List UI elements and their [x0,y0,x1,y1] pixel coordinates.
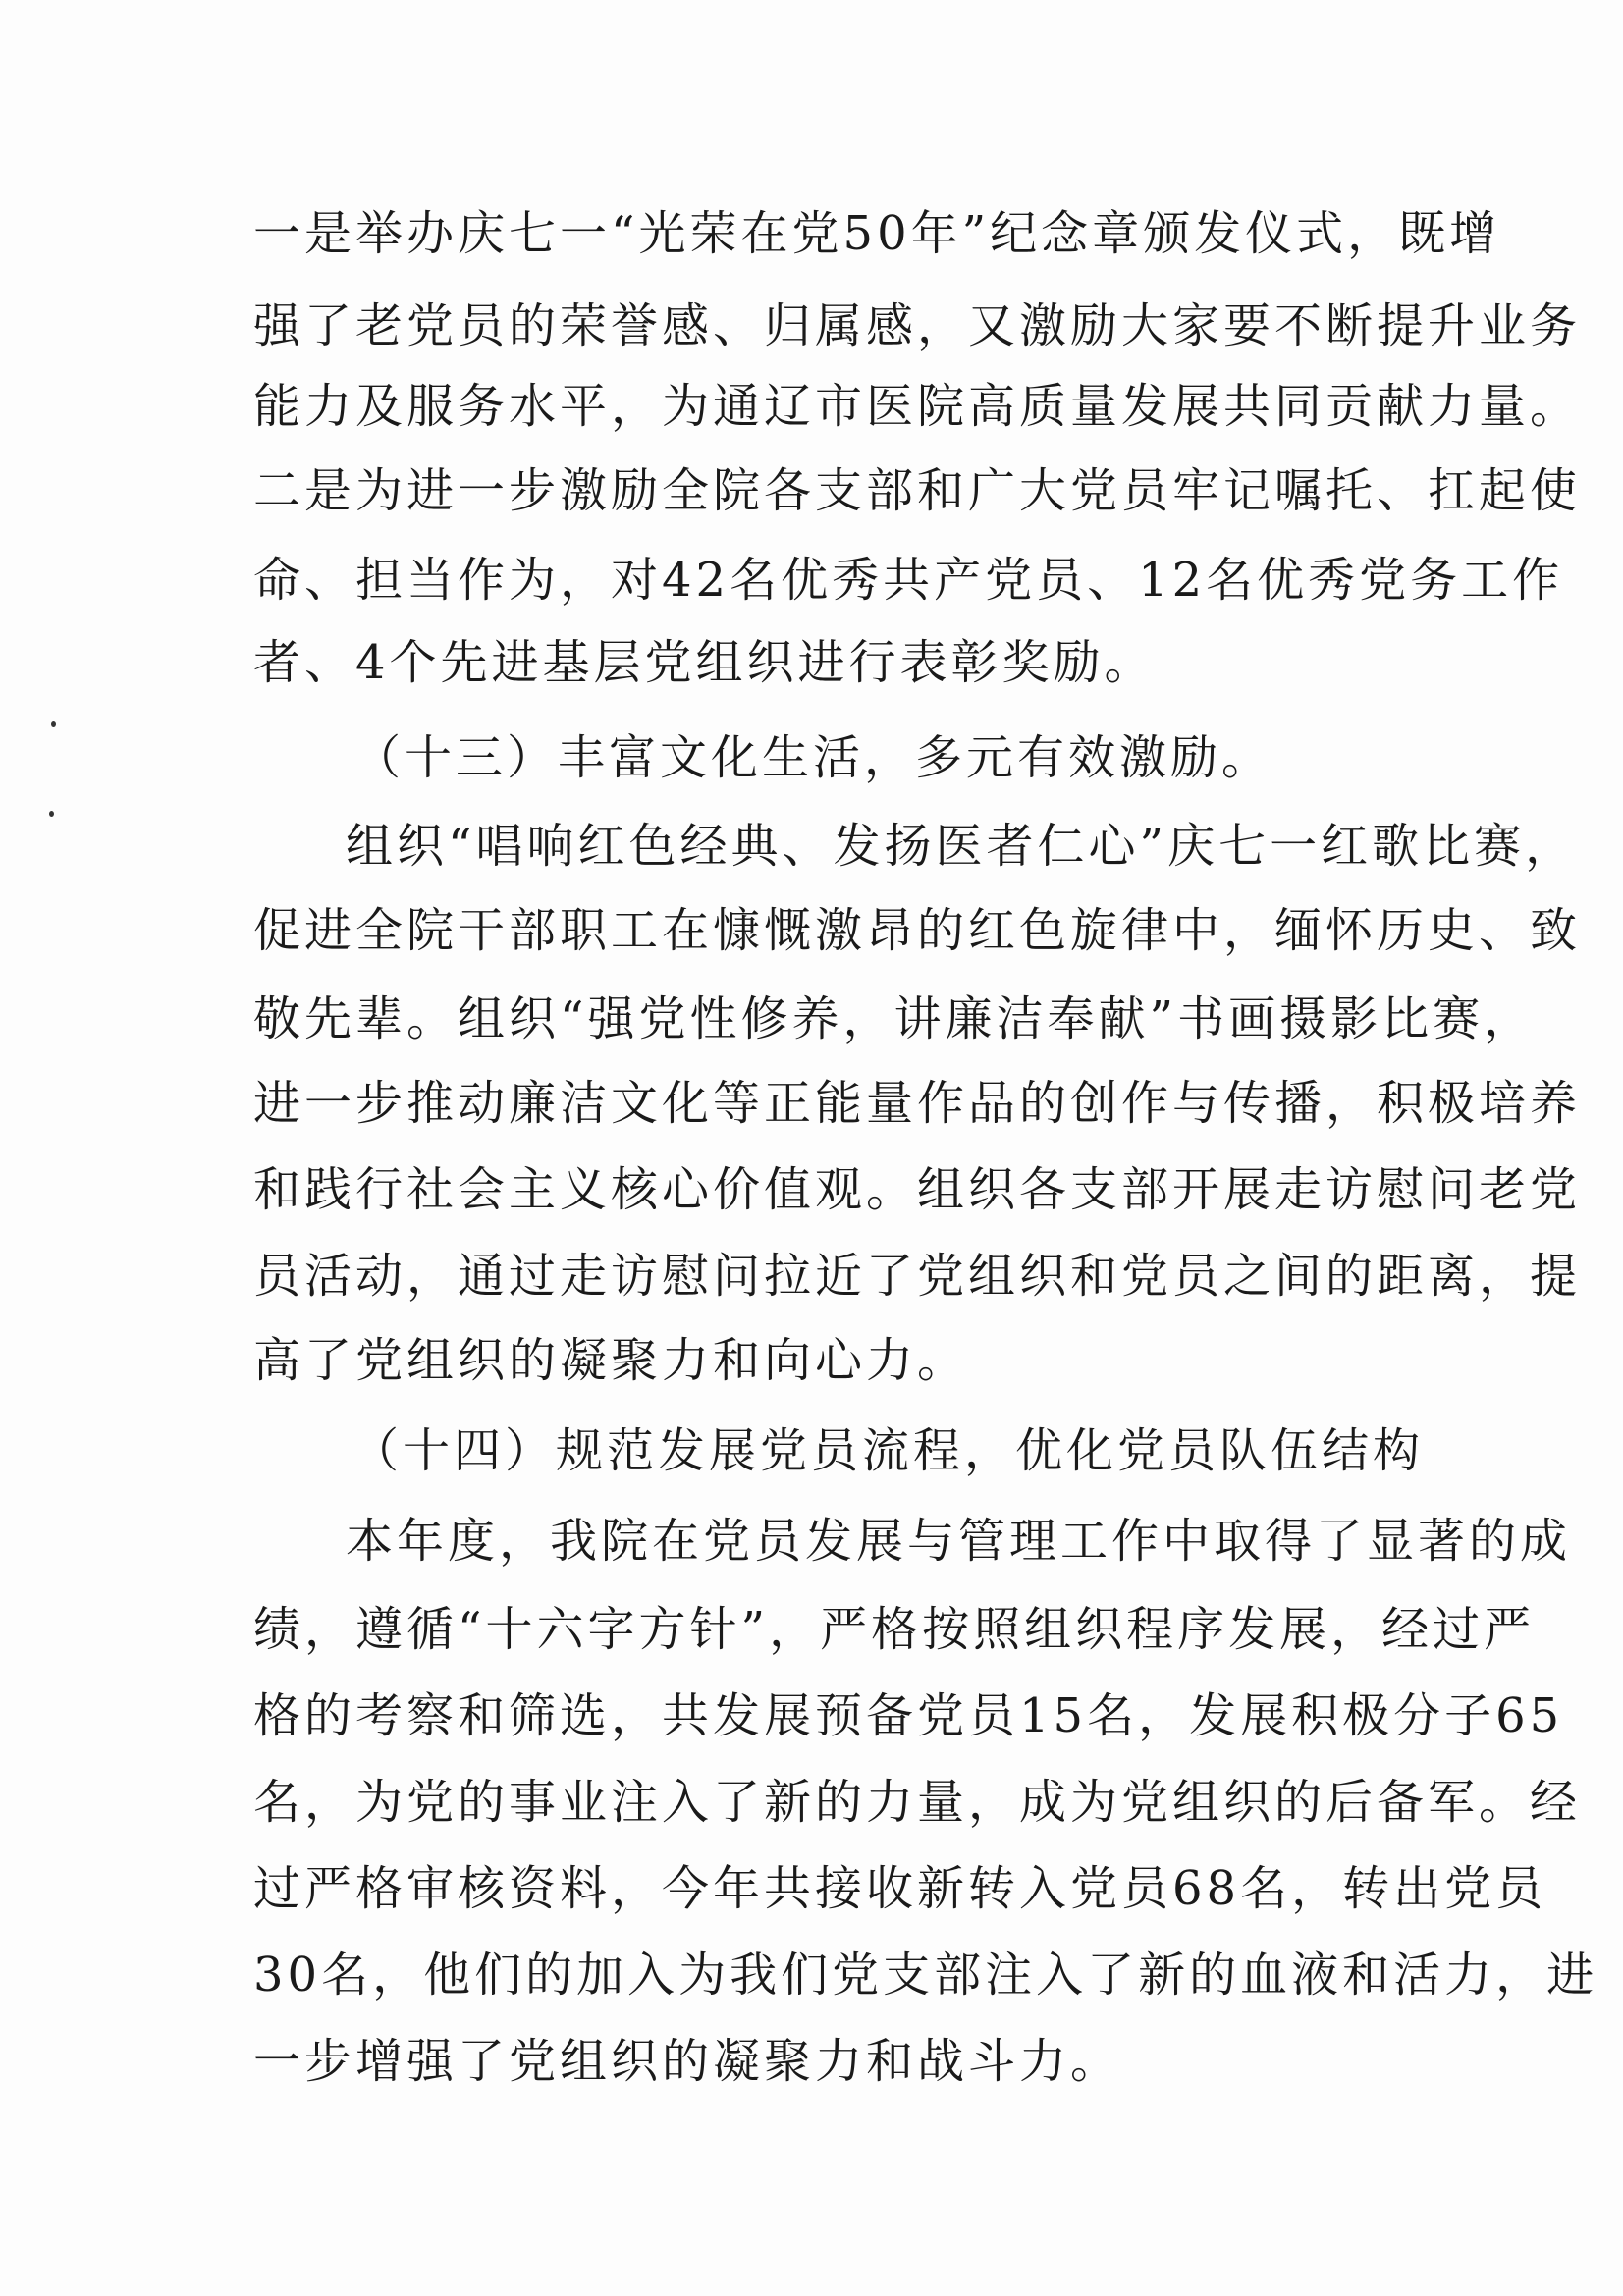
paragraph-line: 进一步推动廉洁文化等正能量作品的创作与传播，积极培养 [253,1076,1582,1131]
paragraph-line: 能力及服务水平，为通辽市医院高质量发展共同贡献力量。 [253,379,1582,434]
paragraph-line: 格的考察和筛选，共发展预备党员15名，发展积极分子65 [253,1688,1564,1743]
paragraph-line: 过严格审核资料，今年共接收新转入党员68名，转出党员 [253,1861,1547,1916]
paragraph-line: 者、4个先进基层党组织进行表彰奖励。 [253,635,1156,690]
paragraph-line: 一步增强了党组织的凝聚力和战斗力。 [253,2034,1122,2089]
section-heading: （十三）丰富文化生活，多元有效激励。 [353,730,1273,785]
section-heading: （十四）规范发展党员流程，优化党员队伍结构 [352,1423,1425,1478]
paragraph-line: 绩，遵循“十六字方针”，严格按照组织程序发展，经过严 [253,1602,1536,1657]
scan-speck [49,811,54,817]
paragraph-line: 名，为党的事业注入了新的力量，成为党组织的后备军。经 [253,1775,1582,1830]
paragraph-line: 30名，他们的加入为我们党支部注入了新的血液和活力，进 [253,1948,1598,2002]
paragraph-line: 本年度，我院在党员发展与管理工作中取得了显著的成 [346,1514,1572,1569]
paragraph-line: 促进全院干部职工在慷慨激昂的红色旋律中，缅怀历史、致 [253,903,1582,958]
paragraph-line: 强了老党员的荣誉感、归属感，又激励大家要不断提升业务 [253,298,1582,353]
paragraph-line: 和践行社会主义核心价值观。组织各支部开展走访慰问老党 [253,1162,1582,1217]
paragraph-line: 组织“唱响红色经典、发扬医者仁心”庆七一红歌比赛， [346,819,1577,874]
paragraph-line: 员活动，通过走访慰问拉近了党组织和党员之间的距离，提 [253,1249,1582,1304]
paragraph-line: 敬先辈。组织“强党性修养，讲廉洁奉献”书画摄影比赛， [253,991,1536,1046]
paragraph-line: 二是为进一步激励全院各支部和广大党员牢记嘱托、扛起使 [253,463,1582,518]
paragraph-line: 一是举办庆七一“光荣在党50年”纪念章颁发仪式，既增 [253,206,1501,261]
paragraph-line: 命、担当作为，对42名优秀共产党员、12名优秀党务工作 [253,553,1564,608]
scan-speck [51,721,56,727]
paragraph-line: 高了党组织的凝聚力和向心力。 [253,1333,969,1388]
